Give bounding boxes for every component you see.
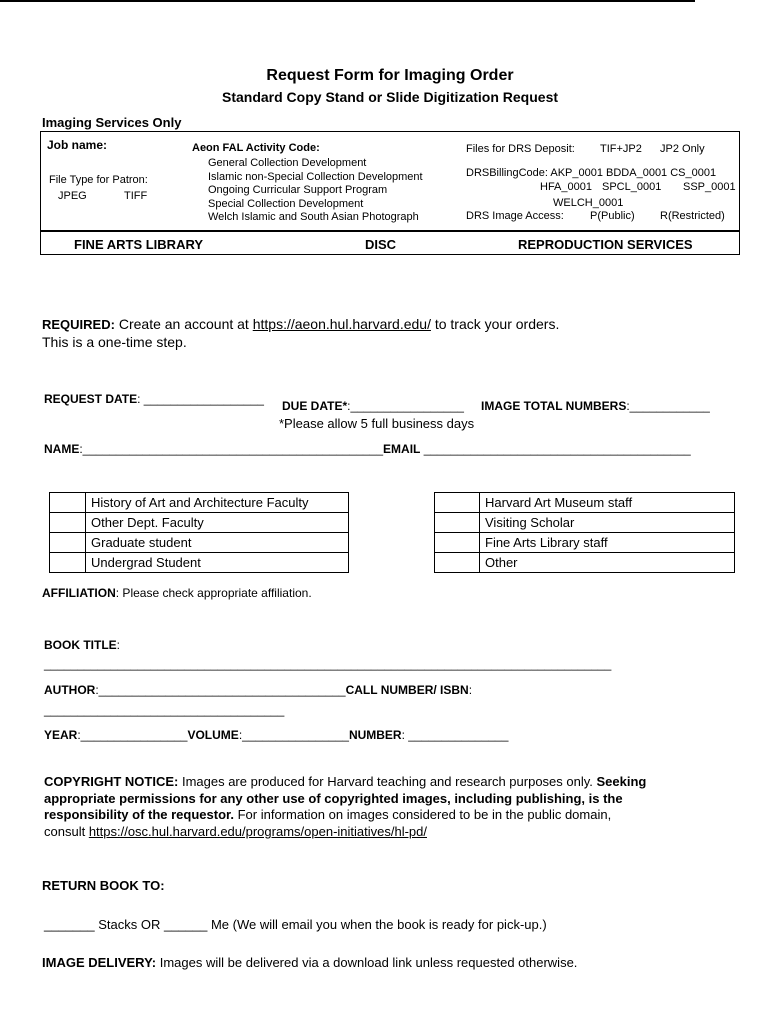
copyright-line4: consult https://osc.hul.harvard.edu/programs/open-initiatives/hl-pd/ [44, 824, 427, 839]
aeon-heading: Aeon FAL Activity Code: [192, 142, 320, 154]
required-line2: This is a one-time step. [42, 334, 187, 350]
top-rule [0, 0, 695, 2]
file-type-label: File Type for Patron: [49, 174, 148, 186]
affiliation-table-right [434, 492, 735, 573]
table-row[interactable] [50, 553, 349, 573]
affiliation-option: Graduate student [86, 533, 349, 553]
request-date-label: REQUEST DATE [44, 392, 138, 406]
copyright-line2: appropriate permissions for any other use of copyrighted images, including publishing, is the [44, 791, 623, 806]
author-call-row[interactable]: AUTHOR:_____________________________________CALL NUMBER/ ISBN: [44, 683, 473, 697]
volume-label: VOLUME [187, 728, 239, 742]
affiliation-option: Other [480, 553, 735, 573]
billing-code: SSP_0001 [683, 181, 736, 193]
affiliation-checkbox[interactable] [435, 533, 480, 553]
table-row[interactable] [435, 493, 735, 513]
affiliation-checkbox[interactable] [50, 513, 86, 533]
affiliation-checkbox[interactable] [435, 553, 480, 573]
name-email-row[interactable]: NAME:_____________________________________________EMAIL ________________________________________ [44, 442, 691, 456]
file-type-tiff: TIFF [124, 190, 148, 202]
services-heading: Imaging Services Only [42, 115, 182, 130]
table-row[interactable] [50, 493, 349, 513]
required-text-after: to track your orders. [430, 316, 560, 332]
number-label: NUMBER [348, 728, 402, 742]
required-notice [42, 316, 559, 332]
image-delivery-label: IMAGE DELIVERY: [42, 955, 157, 970]
affiliation-instruction: AFFILIATION: Please check appropriate affiliation. [42, 586, 312, 600]
band-fine-arts-library: FINE ARTS LIBRARY [74, 237, 204, 252]
form-title: Request Form for Imaging Order [266, 67, 514, 84]
aeon-code: Ongoing Curricular Support Program [208, 184, 388, 196]
year-label: YEAR [44, 728, 78, 742]
year-volume-number-row[interactable]: YEAR:________________VOLUME:________________NUMBER: _______________ [44, 728, 509, 742]
band-disc: DISC [365, 237, 397, 252]
table-row[interactable] [435, 533, 735, 553]
affiliation-checkbox[interactable] [50, 533, 86, 553]
aeon-link[interactable]: https://aeon.hul.harvard.edu/ [252, 316, 431, 332]
author-label: AUTHOR [44, 683, 96, 697]
affiliation-checkbox[interactable] [50, 493, 86, 513]
return-book-heading: RETURN BOOK TO: [42, 878, 165, 893]
request-date-field[interactable]: REQUEST DATE: __________________ [44, 392, 264, 406]
affiliation-option: Other Dept. Faculty [86, 513, 349, 533]
book-title-line[interactable]: _____________________________________________________________________________________ [44, 657, 612, 671]
drs-deposit-tif-jp2: TIF+JP2 [600, 143, 642, 155]
email-label: EMAIL [383, 442, 421, 456]
image-delivery-note: IMAGE DELIVERY: Images will be delivered via a download link unless requested otherwise. [42, 955, 578, 970]
affiliation-option: Undergrad Student [86, 553, 349, 573]
copyright-line1: COPYRIGHT NOTICE: Images are produced for Harvard teaching and research purposes only. Seeking [44, 774, 647, 789]
affiliation-option: History of Art and Architecture Faculty [86, 493, 349, 513]
affiliation-checkbox[interactable] [435, 513, 480, 533]
billing-codes: DRSBillingCode: AKP_0001 BDDA_0001 CS_0001 [466, 167, 717, 179]
affiliation-checkbox[interactable] [435, 493, 480, 513]
call-number-line[interactable]: ____________________________________ [44, 703, 285, 717]
aeon-code: General Collection Development [208, 157, 367, 169]
required-text: Create an account at [114, 316, 253, 332]
table-row[interactable] [435, 553, 735, 573]
table-row[interactable] [50, 533, 349, 553]
access-restricted: R(Restricted) [660, 210, 725, 222]
drs-deposit-label: Files for DRS Deposit: [466, 143, 575, 155]
access-public: P(Public) [590, 210, 635, 222]
book-title-label: BOOK TITLE [44, 638, 117, 652]
copyright-line3: responsibility of the requestor. For information on images considered to be in the public domain, [44, 807, 612, 822]
image-total-field[interactable]: IMAGE TOTAL NUMBERS:____________ [481, 399, 710, 413]
affiliation-option: Visiting Scholar [480, 513, 735, 533]
affiliation-checkbox[interactable] [50, 553, 86, 573]
public-domain-link[interactable]: https://osc.hul.harvard.edu/programs/open-initiatives/hl-pd/ [88, 824, 427, 839]
billing-code: SPCL_0001 [602, 181, 662, 193]
affiliation-option: Harvard Art Museum staff [480, 493, 735, 513]
allow-note: *Please allow 5 full business days [279, 416, 475, 431]
affiliation-table-left [49, 492, 349, 573]
billing-code: WELCH_0001 [553, 197, 624, 209]
call-number-label: CALL NUMBER/ ISBN [345, 683, 469, 697]
aeon-code: Welch Islamic and South Asian Photograph [208, 211, 419, 223]
band-reproduction-services: REPRODUCTION SERVICES [518, 237, 693, 252]
aeon-code: Special Collection Development [208, 198, 364, 210]
due-date-label: DUE DATE* [282, 399, 348, 413]
image-total-label: IMAGE TOTAL NUMBERS [481, 399, 627, 413]
billing-code: HFA_0001 [540, 181, 592, 193]
drs-deposit-jp2-only: JP2 Only [660, 143, 705, 155]
file-type-jpeg: JPEG [58, 190, 87, 202]
book-title-field[interactable]: BOOK TITLE: [44, 638, 121, 652]
job-name-label: Job name: [47, 138, 108, 152]
form-subtitle: Standard Copy Stand or Slide Digitization Request [221, 89, 559, 105]
required-label: REQUIRED: [42, 317, 115, 332]
table-row[interactable] [435, 513, 735, 533]
affiliation-option: Fine Arts Library staff [480, 533, 735, 553]
table-row[interactable] [50, 513, 349, 533]
image-access-label: DRS Image Access: [466, 210, 564, 222]
aeon-code: Islamic non-Special Collection Development [208, 171, 423, 183]
affiliation-label: AFFILIATION [42, 586, 116, 600]
return-book-options[interactable]: _______ Stacks OR ______ Me (We will email you when the book is ready for pick-up.) [44, 917, 547, 932]
name-label: NAME [44, 442, 80, 456]
due-date-field[interactable]: DUE DATE*:_________________ [282, 399, 464, 413]
